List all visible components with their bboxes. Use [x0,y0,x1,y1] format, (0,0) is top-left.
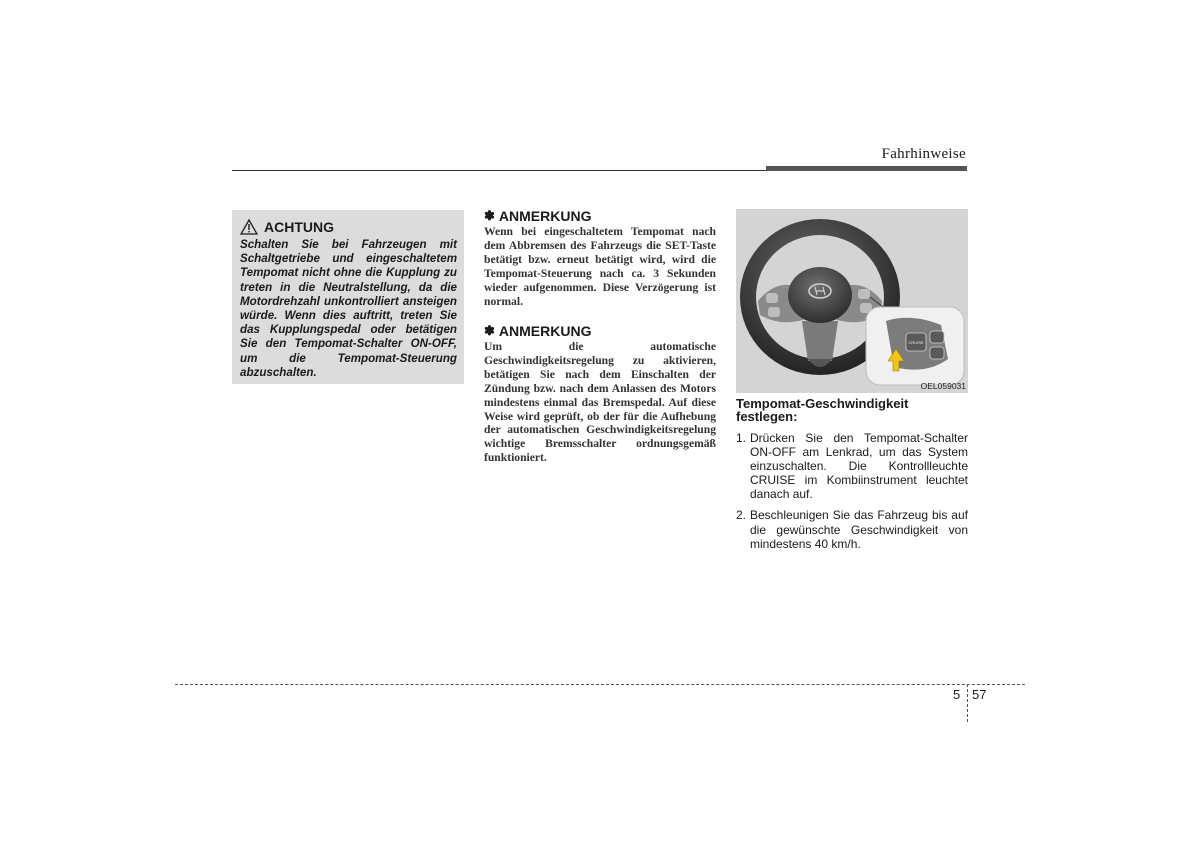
note-2 [484,323,716,465]
header-rule-accent [766,166,967,171]
note-title: ANMERKUNG [498,323,592,339]
chapter-number: 5 [953,687,961,702]
note-text: Um die automatische Geschwindigkeitsregelung zu aktivieren, betätigen Sie nach dem Einschalten der Zündung bzw. nach dem Anlassen des Motors mindestens einmal das Bremspedal. Auf diese Weise wird geprüft, ob der für die Aufhebung der automatischen Geschwindigkeitsregelung wichtige Bremsschalter ordnungsgemäß funktioniert. [484,340,716,465]
steps-list [736,431,968,558]
note-title: ANMERKUNG [498,208,592,224]
step-text: Beschleunigen Sie das Fahrzeug bis auf die gewünschte Geschwindigkeit von mindestens 40 km/h. [750,508,968,551]
caution-title: ACHTUNG [264,219,334,235]
running-header: Fahrhinweise [881,146,966,162]
section-heading: Tempomat-Geschwindigkeit festlegen: [736,396,909,424]
footer-divider [967,684,968,722]
step-number: 2. [736,508,747,523]
note-text: Wenn bei eingeschaltetem Tempomat nach dem Abbremsen des Fahrzeugs die SET-Taste betätigt bzw. erneut betätigt wird, wird die Tempomat-Steuerung nach ca. 3 Sekunden wieder aufgenommen. Diese Verzögerung ist normal. [484,225,716,308]
warning-triangle-icon [240,219,258,235]
footer-rule [175,684,1025,685]
note-1 [484,208,716,308]
caution-header [240,218,457,236]
caution-text: Schalten Sie bei Fahrzeugen mit Schaltgetriebe und eingeschaltetem Tempomat nicht ohne die Kupplung zu treten in die Neutralstellung, da die Motordrehzahl unkontrolliert ansteigen würde. Wenn dies auftritt, treten Sie das Kupplungspedal oder betätigen Sie den Tempomat-Schalter ON-OFF, um die Tempomat-Steuerung abzuschalten. [240,238,457,379]
cruise-button-label: CRUISE [908,340,924,345]
asterisk-icon: ✽ [484,208,495,223]
list-item [736,431,968,501]
note-header [484,323,716,339]
step-text: Drücken Sie den Tempomat-Schalter ON-OFF am Lenkrad, um das System einzuschalten. Die Kontrollleuchte CRUISE im Kombiinstrument leuchtet danach auf. [750,431,968,502]
note-header [484,208,716,224]
page-number: 57 [972,687,987,702]
steering-wheel-illustration [736,209,968,393]
asterisk-icon: ✽ [484,323,495,338]
list-item [736,508,968,550]
step-number: 1. [736,431,747,445]
figure-code: OEL059031 [920,381,966,391]
caution-box [232,210,464,384]
